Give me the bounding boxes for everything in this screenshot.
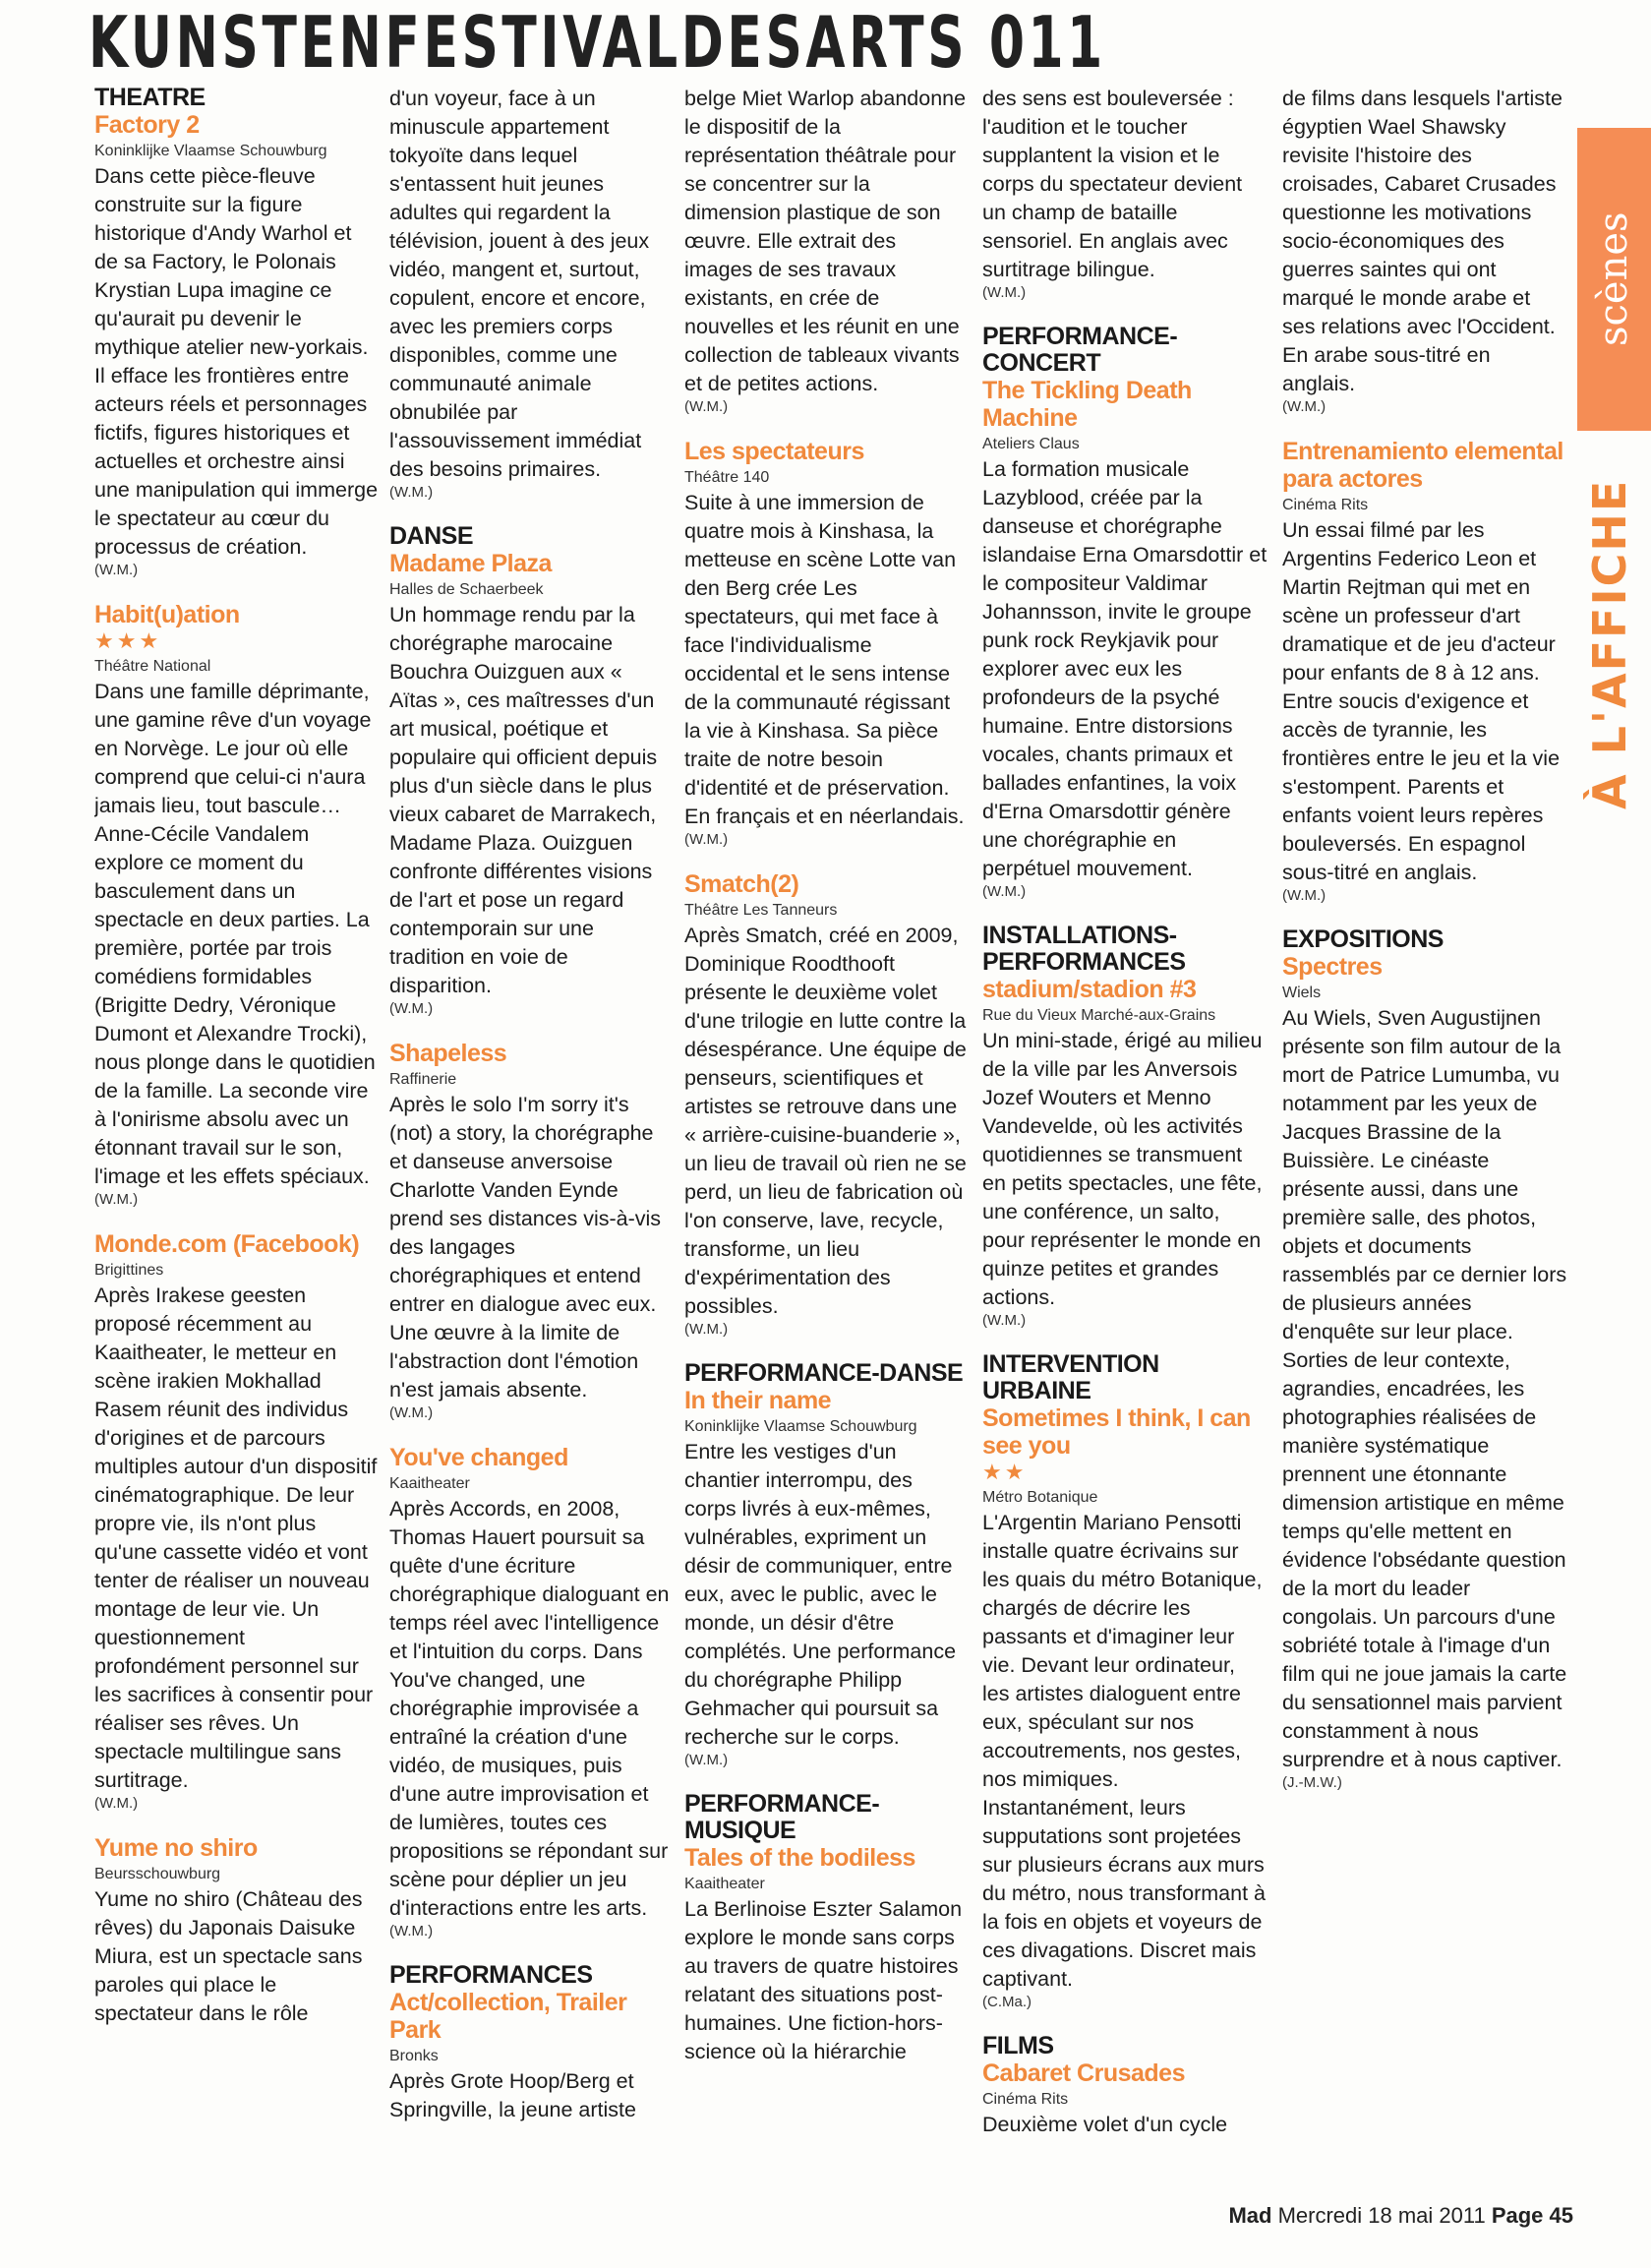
listing-entry — [982, 2033, 1268, 2139]
event-title: Act/collection, Trailer Park — [389, 1989, 627, 2044]
listing-entry — [389, 1962, 675, 2124]
author-credit: (W.M.) — [684, 1321, 729, 1338]
event-description: Un essai filmé par les Argentins Federico Leon et Martin Rejtman qui met en scène un professeur d'art dramatique et de jeu d'acteur pour enfants de 8 à 12 ans. Entre soucis d'exigence et accès de tyrannie, les frontières entre le jeu et la vie s'estompent. Parents et enfants voient leurs repères bouleversés. En espagnol sous-titré en anglais. — [1282, 518, 1561, 884]
event-description: Après le solo I'm sorry it's (not) a story, la chorégraphe et danseuse anversoise Charlotte Vanden Eynde prend ses distances vis-à-vis des langages chorégraphiques et entend entrer en dialogue avec eux. Une œuvre à la limite de l'abstraction dont l'émotion n'est jamais absente. — [389, 1093, 662, 1402]
event-description: L'Argentin Mariano Pensotti installe quatre écrivains sur les quais du métro Botanique, chargés de décrire les passants et d'imaginer leur vie. Devant leur ordinateur, les artistes dialoguent entre eux, spéculant sur nos accoutrements, nos gestes, nos mimiques. Instantanément, leurs supputations sont projetées sur plusieurs écrans aux murs du métro, nous transformant à la fois en objets et voyeurs de ces divagations. Discret mais captivant. — [982, 1511, 1267, 1991]
author-credit: (W.M.) — [94, 1191, 139, 1208]
listing-entry — [94, 1834, 380, 2028]
author-credit: (W.M.) — [389, 484, 434, 501]
author-credit: (W.M.) — [389, 1404, 434, 1421]
author-credit: (W.M.) — [684, 831, 729, 848]
listing-entry — [94, 85, 380, 579]
author-credit: (W.M.) — [1282, 887, 1327, 904]
section-heading: PERFORMANCE-DANSE — [684, 1359, 964, 1387]
listing-entry — [1282, 926, 1567, 1792]
section-heading: PERFORMANCE-CONCERT — [982, 323, 1178, 377]
venue-name: Wiels — [1282, 985, 1322, 1001]
event-title: Yume no shiro — [94, 1834, 258, 1862]
listing-entry — [1282, 438, 1567, 905]
listing-entry — [1282, 85, 1567, 416]
masthead-title: KUNSTENFESTIVALDESARTS 011 — [88, 1, 1106, 84]
event-description: Après Irakese geesten proposé récemment au Kaaitheater, le metteur en scène irakien Mokhallad Rasem réunit des individus d'origines et de parcours multiples autour d'un dispositif cinématographique. De leur propre vie, ils n'ont plus qu'une cassette vidéo et vont tenter de réaliser un nouveau montage de leur vie. Un questionnement profondément personnel sur les sacrifices à consentir pour réaliser ses rêves. Un spectacle multilingue sans surtitrage. — [94, 1283, 378, 1792]
listing-entry — [684, 85, 970, 416]
event-title: Habit(u)ation — [94, 601, 240, 628]
column-1 — [94, 85, 380, 2179]
section-tab-label: scènes — [1591, 211, 1636, 347]
listing-entry — [389, 1444, 675, 1940]
event-description: La Berlinoise Eszter Salamon explore le monde sans corps au travers de quatre histoires relatant des situations post-humaines. Une fiction-hors-science où la hiérarchie — [684, 1897, 963, 2063]
event-title: Factory 2 — [94, 111, 200, 139]
section-heading: DANSE — [389, 522, 474, 550]
venue-name: Halles de Schaerbeek — [389, 581, 544, 598]
author-credit: (W.M.) — [1282, 398, 1327, 415]
event-description: Entre les vestiges d'un chantier interrompu, des corps livrés à eux-mêmes, vulnérables, expriment un désir de communiquer, entre eux, avec le public, avec le monde, un désir d'être complétés. Une performance du chorégraphe Philipp Gehmacher qui poursuit sa recherche sur le corps. — [684, 1440, 957, 1749]
venue-name: Raffinerie — [389, 1071, 457, 1088]
event-description: d'un voyeur, face à un minuscule appartement tokyoïte dans lequel s'entassent huit jeunes adultes qui regardent la télévision, jouent à des jeux vidéo, mangent et, surtout, copulent, encore et encore, avec les premiers corps disponibles, comme une communauté animale obnubilée par l'assouvissement immédiat des besoins primaires. — [389, 87, 650, 481]
footer-date: Mercredi 18 mai 2011 — [1277, 2203, 1486, 2228]
author-credit: (W.M.) — [94, 1795, 139, 1812]
event-description: Yume no shiro (Château des rêves) du Japonais Daisuke Miura, est un spectacle sans paroles qui place le spectateur dans le rôle — [94, 1887, 363, 2025]
event-description: Suite à une immersion de quatre mois à Kinshasa, la metteuse en scène Lotte van den Berg crée Les spectateurs, qui met face à face l'individualisme occidental et le sens intense de la communauté régissant la vie à Kinshasa. Sa pièce traite de notre besoin d'identité et de préservation. En français et en néerlandais. — [684, 491, 965, 828]
event-title: Smatch(2) — [684, 870, 799, 898]
venue-name: Beursschouwburg — [94, 1866, 221, 1882]
page-footer — [1101, 2203, 1573, 2235]
event-description: Dans cette pièce-fleuve construite sur la figure historique d'Andy Warhol et de sa Factory, le Polonais Krystian Lupa imagine ce qu'aurait pu devenir le mythique atelier new-yorkais. Il efface les frontières entre acteurs réels et personnages fictifs, figures historiques et actuelles et orchestre ainsi une manipulation qui immerge le spectateur au cœur du processus de création. — [94, 164, 379, 559]
event-title: Les spectateurs — [684, 438, 864, 465]
venue-name: Brigittines — [94, 1262, 164, 1279]
venue-name: Cinéma Rits — [1282, 497, 1369, 513]
event-description: Un mini-stade, érigé au milieu de la ville par les Anversois Jozef Wouters et Menno Vandevelde, où les activités quotidiennes se transmuent en petits spectacles, une fête, une conférence, un salto, pour représenter le monde en quinze petites et grandes actions. — [982, 1029, 1263, 1309]
side-label: À L'AFFICHE — [1583, 478, 1636, 810]
venue-name: Théâtre Les Tanneurs — [684, 902, 838, 919]
event-description: belge Miet Warlop abandonne le dispositif de la représentation théâtrale pour se concentrer sur la dimension plastique de son œuvre. Elle extrait des images de ses travaux existants, en crée de nouvelles et les réunit en une collection de tableaux vivants et de petites actions. — [684, 87, 967, 395]
column-3 — [684, 85, 970, 2179]
section-heading: FILMS — [982, 2032, 1054, 2059]
author-credit: (W.M.) — [982, 883, 1027, 900]
listing-entry — [684, 438, 970, 849]
event-title: Cabaret Crusades — [982, 2059, 1185, 2087]
event-title: In their name — [684, 1387, 832, 1414]
event-title: Monde.com (Facebook) — [94, 1230, 360, 1258]
listing-entry — [389, 1040, 675, 1422]
event-title: Sometimes I think, I can see you — [982, 1404, 1251, 1460]
section-heading: PERFORMANCES — [389, 1961, 593, 1989]
listing-entry — [982, 1351, 1268, 2011]
listing-entry — [389, 85, 675, 502]
column-4 — [982, 85, 1268, 2179]
section-heading: INTERVENTION URBAINE — [982, 1350, 1159, 1404]
rating-stars: ★★★ — [94, 628, 162, 653]
venue-name: Ateliers Claus — [982, 436, 1080, 452]
venue-name: Kaaitheater — [684, 1876, 765, 1892]
footer-page: Page 45 — [1491, 2203, 1573, 2228]
event-description: Dans une famille déprimante, une gamine rêve d'un voyage en Norvège. Le jour où elle comprend que celui-ci n'aura jamais lieu, tout bascule… Anne-Cécile Vandalem explore ce moment du basculement dans un spectacle en deux parties. La première, portée par trois comédiens formidables (Brigitte Dedry, Véronique Dumont et Alexandre Trocki), nous plonge dans le quotidien de la famille. La seconde vire à l'onirisme absolu avec un étonnant travail sur le son, l'image et les effets spéciaux. — [94, 680, 376, 1188]
event-description: La formation musicale Lazyblood, créée par la danseuse et chorégraphe islandaise Erna Omarsdottir et le compositeur Valdimar Johannsson, invite le groupe punk rock Reykjavik pour explorer avec eux les profondeurs de la psyché humaine. Entre distorsions vocales, chants primaux et ballades enfantines, la voix d'Erna Omarsdottir génère une chorégraphie en perpétuel mouvement. — [982, 457, 1268, 880]
section-heading: THEATRE — [94, 85, 206, 111]
listing-entry — [684, 1791, 970, 2066]
venue-name: Cinéma Rits — [982, 2091, 1069, 2108]
venue-name: Métro Botanique — [982, 1489, 1098, 1506]
event-title: Spectres — [1282, 953, 1383, 981]
section-heading: EXPOSITIONS — [1282, 925, 1444, 953]
column-5 — [1282, 85, 1567, 2179]
event-description: Après Smatch, créé en 2009, Dominique Roodthooft présente le deuxième volet d'une trilogie en lutte contre la désespérance. Une équipe de penseurs, scientifiques et artistes se retrouve dans une « arrière-cuisine-buanderie », un lieu de travail où rien ne se perd, un lieu de fabrication où l'on conserve, lave, recycle, transforme, un lieu d'expérimentation des possibles. — [684, 924, 967, 1318]
author-credit: (C.Ma.) — [982, 1994, 1032, 2010]
listing-entry — [389, 523, 675, 1018]
author-credit: (W.M.) — [684, 398, 729, 415]
event-description: Deuxième volet d'un cycle — [982, 2113, 1228, 2136]
author-credit: (W.M.) — [389, 1000, 434, 1017]
column-2 — [389, 85, 675, 2179]
event-description: Un hommage rendu par la chorégraphe marocaine Bouchra Ouizguen aux « Aïtas », ces maîtresses d'un art musical, poétique et populaire qui officient depuis plus d'un siècle dans le plus vieux cabaret de Marrakech, Madame Plaza. Ouizguen confronte différentes visions de l'art et pose un regard contemporain sur une tradition en voie de disparition. — [389, 603, 658, 997]
author-credit: (J.-M.W.) — [1282, 1774, 1342, 1791]
venue-name: Bronks — [389, 2048, 439, 2064]
rating-stars: ★★ — [982, 1460, 1028, 1484]
listing-entry — [94, 1230, 380, 1813]
event-title: You've changed — [389, 1444, 568, 1471]
venue-name: Théâtre National — [94, 658, 211, 675]
event-title: Shapeless — [389, 1040, 507, 1067]
footer-magazine: Mad — [1228, 2203, 1272, 2228]
article-columns — [94, 85, 1565, 2179]
author-credit: (W.M.) — [94, 562, 139, 578]
event-title: Madame Plaza — [389, 550, 552, 577]
venue-name: Théâtre 140 — [684, 469, 770, 486]
listing-entry — [982, 923, 1268, 1330]
event-description: des sens est bouleversée : l'audition et le toucher supplantent la vision et le corps du spectateur devient un champ de bataille sensoriel. En anglais avec surtitrage bilingue. — [982, 87, 1243, 281]
author-credit: (W.M.) — [982, 1312, 1027, 1329]
listing-entry — [982, 85, 1268, 302]
venue-name: Koninklijke Vlaamse Schouwburg — [684, 1418, 917, 1435]
listing-entry — [684, 870, 970, 1339]
listing-entry — [684, 1360, 970, 1769]
event-title: stadium/stadion #3 — [982, 976, 1197, 1003]
event-description: de films dans lesquels l'artiste égyptien Wael Shawsky revisite l'histoire des croisades, Cabaret Crusades questionne les motivations socio-économiques des guerres saintes qui ont marqué le monde arabe et ses relations avec l'Occident. En arabe sous-titré en anglais. — [1282, 87, 1563, 395]
author-credit: (W.M.) — [982, 284, 1027, 301]
section-heading: PERFORMANCE-MUSIQUE — [684, 1790, 880, 1844]
event-title: The Tickling Death Machine — [982, 377, 1192, 432]
venue-name: Koninklijke Vlaamse Schouwburg — [94, 143, 327, 159]
event-description: Au Wiels, Sven Augustijnen présente son film autour de la mort de Patrice Lumumba, vu notamment par les yeux de Jacques Brassine de la Buissière. Le cinéaste présente aussi, dans une première salle, des photos, objets et documents rassemblés par ce dernier lors de plusieurs années d'enquête sur leur place. Sorties de leur contexte, agrandies, encadrées, les photographies réalisées de manière systématique prennent une étonnante dimension artistique en même temps qu'elle mettent en évidence l'obsédante question de la mort du leader congolais. Un parcours d'une sobriété totale à l'image d'un film qui ne joue jamais la carte du sensationnel mais parvient constamment à nous surprendre et à nous captiver. — [1282, 1006, 1567, 1771]
section-heading: INSTALLATIONS-PERFORMANCES — [982, 922, 1186, 976]
listing-entry — [94, 601, 380, 1209]
listing-entry — [982, 324, 1268, 901]
event-title: Tales of the bodiless — [684, 1844, 915, 1872]
event-title: Entrenamiento elemental para actores — [1282, 438, 1563, 493]
author-credit: (W.M.) — [684, 1752, 729, 1768]
author-credit: (W.M.) — [389, 1923, 434, 1940]
venue-name: Kaaitheater — [389, 1475, 470, 1492]
event-description: Après Accords, en 2008, Thomas Hauert poursuit sa quête d'une écriture chorégraphique dialoguant en temps réel avec l'intelligence et l'intuition du corps. Dans You've changed, une chorégraphie improvisée a entraîné la création d'une vidéo, de musiques, puis d'une autre improvisation et de lumières, toutes ces propositions se répondant sur scène pour déplier un jeu d'interactions entre les arts. — [389, 1497, 670, 1920]
event-description: Après Grote Hoop/Berg et Springville, la jeune artiste — [389, 2069, 636, 2121]
venue-name: Rue du Vieux Marché-aux-Grains — [982, 1007, 1216, 1024]
